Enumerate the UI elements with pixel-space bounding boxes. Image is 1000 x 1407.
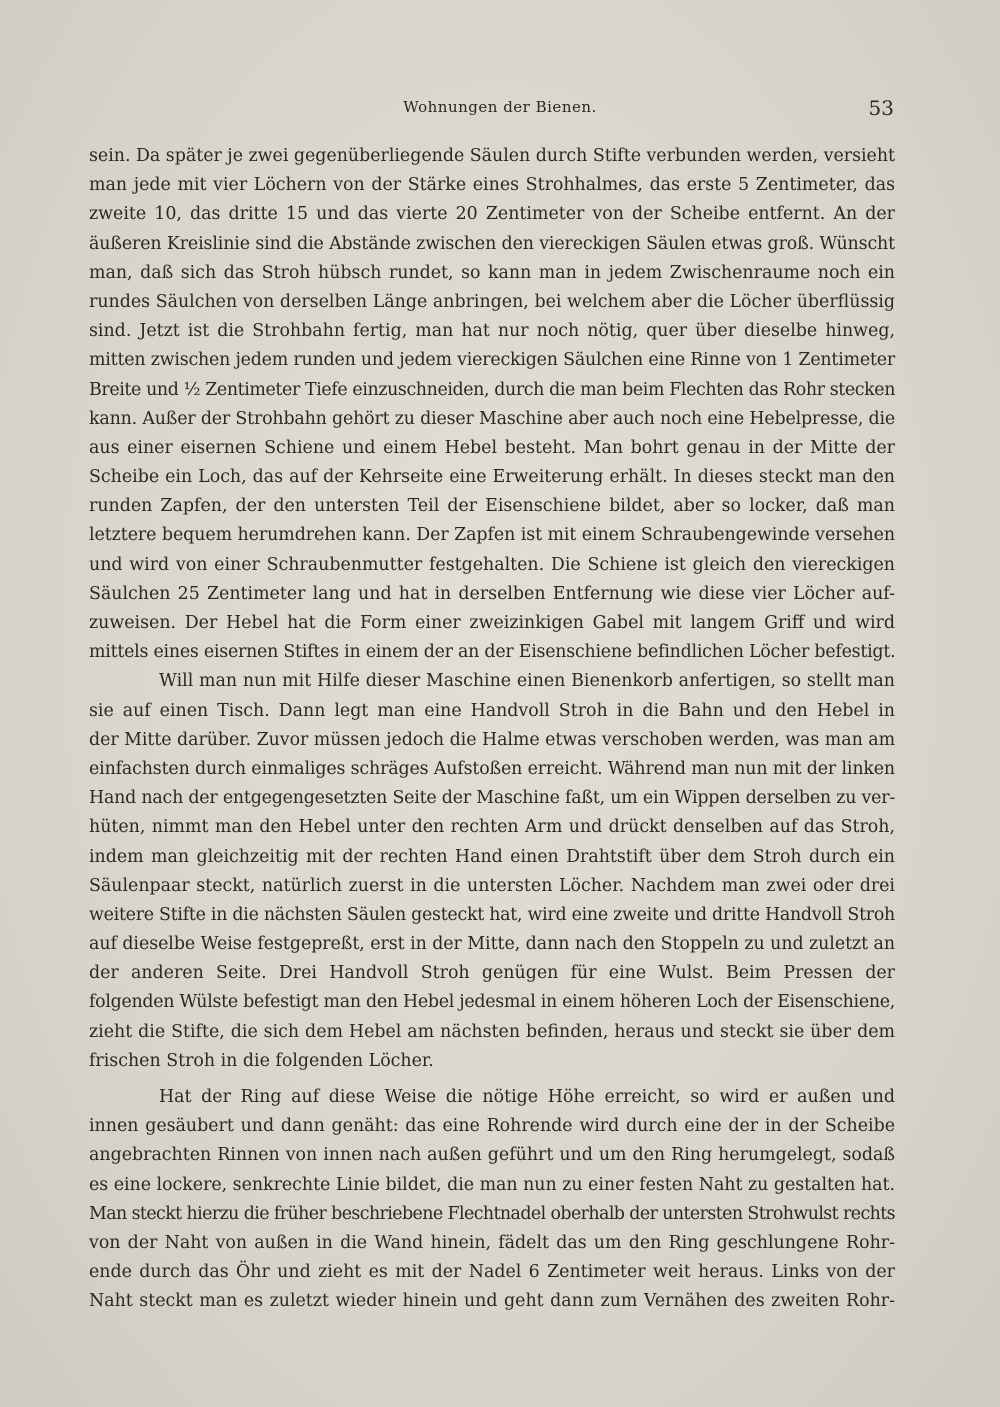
text-line: man, daß sich das Stroh hübsch rundet, so kann man in jedem Zwischenraume noch ein xyxy=(89,262,895,283)
paragraph-2 xyxy=(89,667,895,1076)
text-line: runden Zapfen, der den untersten Teil der Eisenschiene bildet, aber so locker, daß man xyxy=(89,496,895,517)
text-line: hüten, nimmt man den Hebel unter den rechten Arm und drückt denselben auf das Stroh, xyxy=(89,817,895,838)
text-line: sie auf einen Tisch. Dann legt man eine Handvoll Stroh in die Bahn und den Hebel in xyxy=(89,700,895,721)
text-line: Hat der Ring auf diese Weise die nötige Höhe erreicht, so wird er außen und xyxy=(159,1087,895,1107)
text-line: zieht die Stifte, die sich dem Hebel am nächsten befinden, heraus und steckt sie über dem xyxy=(89,1021,895,1042)
text-line: und wird von einer Schraubenmutter festgehalten. Die Schiene ist gleich den viereckigen xyxy=(89,554,895,575)
text-line: es eine lockere, senkrechte Linie bildet, die man nun zu einer festen Naht zu gestalten hat. xyxy=(89,1174,896,1195)
text-line: der anderen Seite. Drei Handvoll Stroh genügen für eine Wulst. Beim Pressen der xyxy=(89,963,895,984)
text-line: aus einer eisernen Schiene und einem Hebel besteht. Man bohrt genau in der Mitte der xyxy=(89,437,895,458)
paragraph-1 xyxy=(89,142,895,667)
text-line: letztere bequem herumdrehen kann. Der Zapfen ist mit einem Schraubengewinde versehen xyxy=(89,525,896,546)
text-line: Scheibe ein Loch, das auf der Kehrseite eine Erweiterung erhält. In dieses steckt man den xyxy=(89,467,895,488)
text-line: Hand nach der entgegengesetzten Seite der Maschine faßt, um ein Wippen derselben zu ver- xyxy=(89,788,895,809)
text-line: folgenden Wülste befestigt man den Hebel jedesmal in einem höheren Loch der Eisenschiene, xyxy=(89,992,896,1013)
running-title: Wohnungen der Bienen. xyxy=(403,98,597,116)
text-line: angebrachten Rinnen von innen nach außen geführt und um den Ring herumgelegt, sodaß xyxy=(89,1145,895,1166)
text-line: mitten zwischen jedem runden und jedem viereckigen Säulchen eine Rinne von 1 Zentimeter xyxy=(89,350,895,371)
text-line: Will man nun mit Hilfe dieser Maschine einen Bienenkorb anfertigen, so stellt man xyxy=(159,671,895,692)
text-line: zuweisen. Der Hebel hat die Form einer zweizinkigen Gabel mit langem Griff und wird xyxy=(89,613,895,633)
body-text xyxy=(89,142,895,1317)
text-line: frischen Stroh in die folgenden Löcher. xyxy=(89,1050,434,1071)
text-line: rundes Säulchen von derselben Länge anbringen, bei welchem aber die Löcher überflüssig xyxy=(89,291,895,312)
text-line: weitere Stifte in die nächsten Säulen gesteckt hat, wird eine zweite und dritte Handvoll Stroh xyxy=(89,904,895,925)
text-line: kann. Außer der Strohbahn gehört zu dieser Maschine aber auch noch eine Hebelpresse, die xyxy=(89,408,896,429)
text-line: Man steckt hierzu die früher beschriebene Flechtnadel oberhalb der untersten Strohwulst rechts xyxy=(89,1203,895,1224)
text-line: Säulchen 25 Zentimeter lang und hat in derselben Entfernung wie diese vier Löcher auf- xyxy=(89,583,895,604)
text-line: äußeren Kreislinie sind die Abstände zwischen den viereckigen Säulen etwas groß. Wünscht xyxy=(89,233,896,254)
text-line: der Mitte darüber. Zuvor müssen jedoch die Halme etwas verschoben werden, was man am xyxy=(89,729,896,750)
text-line: von der Naht von außen in die Wand hinein, fädelt das um den Ring geschlungene Rohr- xyxy=(89,1232,895,1253)
paragraph-3 xyxy=(89,1083,895,1317)
text-line: Breite und ½ Zentimeter Tiefe einzuschneiden, durch die man beim Flechten das Rohr stecken xyxy=(89,379,896,400)
text-line: innen gesäubert und dann genäht: das eine Rohrende wird durch eine der in der Scheibe xyxy=(89,1116,895,1137)
text-line: auf dieselbe Weise festgepreßt, erst in der Mitte, dann nach den Stoppeln zu und zuletzt an xyxy=(89,934,896,955)
paragraph-gap xyxy=(89,1076,895,1083)
text-line: sind. Jetzt ist die Strohbahn fertig, man hat nur noch nötig, quer über dieselbe hinweg, xyxy=(89,321,895,342)
text-line: Naht steckt man es zuletzt wieder hinein und geht dann zum Vernähen des zweiten Rohr- xyxy=(89,1291,895,1312)
text-line: Säulenpaar steckt, natürlich zuerst in die untersten Löcher. Nachdem man zwei oder drei xyxy=(89,875,895,896)
text-line: mittels eines eisernen Stiftes in einem der an der Eisenschiene befindlichen Löcher befestigt. xyxy=(89,642,896,663)
text-line: sein. Da später je zwei gegenüberliegende Säulen durch Stifte verbunden werden, versieht xyxy=(89,146,895,166)
text-line: indem man gleichzeitig mit der rechten Hand einen Drahtstift über dem Stroh durch ein xyxy=(89,846,895,867)
page-number: 53 xyxy=(868,96,894,120)
text-line: ende durch das Öhr und zieht es mit der Nadel 6 Zentimeter weit heraus. Links von der xyxy=(89,1262,895,1283)
text-line: zweite 10, das dritte 15 und das vierte 20 Zentimeter von der Scheibe entfernt. An der xyxy=(89,204,895,225)
text-line: einfachsten durch einmaliges schräges Aufstoßen erreicht. Während man nun mit der linken xyxy=(89,758,895,779)
running-head xyxy=(0,96,1000,120)
text-line: man jede mit vier Löchern von der Stärke eines Strohhalmes, das erste 5 Zentimeter, das xyxy=(89,175,895,196)
